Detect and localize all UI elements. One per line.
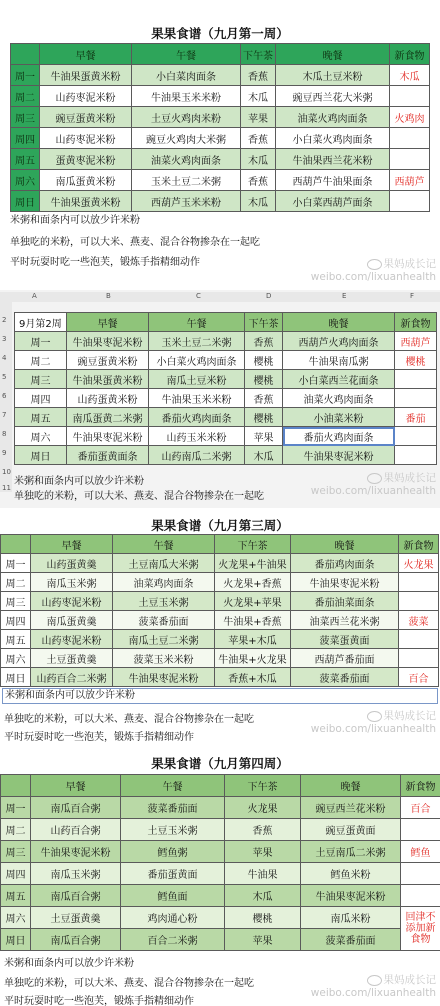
sheet-row-label: 11 bbox=[2, 484, 11, 492]
snack-cell: 火龙果+香蕉 bbox=[215, 573, 291, 592]
new-food-cell bbox=[395, 446, 437, 465]
watermark bbox=[311, 258, 436, 284]
new-food-cell: 樱桃 bbox=[395, 351, 437, 370]
breakfast-cell: 南瓜百合粥 bbox=[31, 929, 121, 951]
header-breakfast: 早餐 bbox=[40, 44, 132, 65]
new-food-cell bbox=[395, 427, 437, 446]
day-cell: 周二 bbox=[15, 351, 67, 370]
header-snack: 下午茶 bbox=[225, 775, 301, 797]
new-food-cell bbox=[401, 885, 440, 907]
day-cell: 周二 bbox=[11, 86, 40, 107]
snack-cell: 火龙果 bbox=[225, 797, 301, 819]
watermark-handle: 果妈成长记 bbox=[383, 710, 436, 722]
breakfast-cell: 蛋黄枣泥米粉 bbox=[40, 149, 132, 170]
breakfast-cell: 山药枣泥米粉 bbox=[40, 86, 132, 107]
corner-cell bbox=[11, 44, 40, 65]
table-row bbox=[1, 592, 439, 611]
snack-cell: 苹果 bbox=[225, 841, 301, 863]
dinner-cell: 豌豆蛋黄面 bbox=[301, 819, 401, 841]
lunch-cell: 玉米土豆二米粥 bbox=[149, 332, 245, 351]
week3-panel bbox=[0, 510, 440, 748]
watermark bbox=[311, 710, 436, 736]
snack-cell: 木瓜 bbox=[241, 149, 276, 170]
snack-cell: 火龙果+苹果 bbox=[215, 592, 291, 611]
header-snack: 下午茶 bbox=[241, 44, 276, 65]
table-row bbox=[1, 668, 439, 687]
table-row bbox=[1, 649, 439, 668]
header-row bbox=[1, 775, 440, 797]
header-new-food: 新食物 bbox=[390, 44, 430, 65]
meal-table bbox=[0, 534, 439, 687]
table-row bbox=[1, 885, 440, 907]
new-food-cell bbox=[390, 191, 430, 212]
header-lunch: 午餐 bbox=[113, 535, 215, 554]
snack-cell: 木瓜 bbox=[245, 446, 283, 465]
snack-cell: 木瓜 bbox=[241, 86, 276, 107]
sheet-week-label: 9月第2周 bbox=[15, 313, 67, 332]
dinner-cell: 番茄油菜面条 bbox=[291, 592, 399, 611]
sheet-row-label: 5 bbox=[2, 373, 7, 381]
dinner-cell: 牛油果枣泥米粉 bbox=[283, 446, 395, 465]
breakfast-cell: 牛油果蛋黄米粉 bbox=[40, 191, 132, 212]
new-food-cell: 火龙果 bbox=[399, 554, 439, 573]
lunch-cell: 南瓜土豆二米粥 bbox=[113, 630, 215, 649]
dinner-cell: 木瓜土豆米粉 bbox=[276, 65, 390, 86]
dinner-cell: 小白菜火鸡肉面条 bbox=[276, 128, 390, 149]
snack-cell: 香蕉 bbox=[245, 389, 283, 408]
lunch-cell: 牛油果玉米米粉 bbox=[132, 86, 241, 107]
meal-table bbox=[10, 43, 430, 212]
table-row bbox=[11, 65, 430, 86]
breakfast-cell: 南瓜玉米粥 bbox=[31, 573, 113, 592]
dinner-cell: 番茄火鸡肉面条 bbox=[283, 427, 395, 446]
breakfast-cell: 山药枣泥米粉 bbox=[31, 592, 113, 611]
week4-panel bbox=[0, 748, 440, 1006]
lunch-cell: 油菜鸡肉面条 bbox=[113, 573, 215, 592]
table-row bbox=[11, 191, 430, 212]
snack-cell: 樱桃 bbox=[225, 907, 301, 929]
watermark bbox=[311, 472, 436, 498]
table-row bbox=[1, 819, 440, 841]
sheet-col-label: C bbox=[196, 292, 201, 300]
header-dinner: 晚餐 bbox=[276, 44, 390, 65]
header-breakfast: 早餐 bbox=[31, 775, 121, 797]
day-cell: 周一 bbox=[1, 554, 31, 573]
new-food-cell: 百合 bbox=[399, 668, 439, 687]
header-lunch: 午餐 bbox=[132, 44, 241, 65]
dinner-cell: 油菜火鸡肉面条 bbox=[276, 107, 390, 128]
table-row bbox=[1, 863, 440, 885]
day-cell: 周六 bbox=[11, 170, 40, 191]
day-cell: 周四 bbox=[15, 389, 67, 408]
lunch-cell: 小白菜火鸡肉面条 bbox=[149, 351, 245, 370]
watermark-url: weibo.com/lixuanhealth bbox=[310, 271, 436, 283]
snack-cell: 香蕉 bbox=[241, 170, 276, 191]
new-food-cell bbox=[399, 630, 439, 649]
note-line: 平时玩耍时吃一些泡芙，锻炼手指精细动作 bbox=[4, 732, 194, 743]
table-row bbox=[1, 573, 439, 592]
header-breakfast: 早餐 bbox=[67, 313, 149, 332]
table-row bbox=[11, 170, 430, 191]
dinner-cell: 牛油果南瓜粥 bbox=[283, 351, 395, 370]
day-cell: 周五 bbox=[1, 885, 31, 907]
header-dinner: 晚餐 bbox=[291, 535, 399, 554]
lunch-cell: 油菜火鸡肉面条 bbox=[132, 149, 241, 170]
breakfast-cell: 番茄蛋黄面条 bbox=[67, 446, 149, 465]
table-row bbox=[11, 107, 430, 128]
lunch-cell: 豌豆火鸡肉大米粥 bbox=[132, 128, 241, 149]
header-row bbox=[1, 535, 439, 554]
dinner-cell: 豌豆西兰花米粉 bbox=[301, 797, 401, 819]
header-dinner: 晚餐 bbox=[283, 313, 395, 332]
weibo-logo-icon bbox=[367, 473, 382, 484]
lunch-cell: 南瓜土豆米粉 bbox=[149, 370, 245, 389]
table-row bbox=[15, 389, 437, 408]
table-row bbox=[11, 128, 430, 149]
day-cell: 周六 bbox=[1, 907, 31, 929]
sheet-column-header bbox=[0, 292, 440, 302]
breakfast-cell: 南瓜蛋黄米粉 bbox=[40, 170, 132, 191]
breakfast-cell: 山药枣泥米粉 bbox=[40, 128, 132, 149]
sheet-row-label: 9 bbox=[2, 449, 7, 457]
lunch-cell: 牛油果玉米米粉 bbox=[149, 389, 245, 408]
lunch-cell: 西葫芦玉米米粉 bbox=[132, 191, 241, 212]
breakfast-cell: 南瓜玉米粥 bbox=[31, 863, 121, 885]
header-snack: 下午茶 bbox=[245, 313, 283, 332]
dinner-cell: 牛油果枣泥米粉 bbox=[291, 573, 399, 592]
sheet-row-label: 3 bbox=[2, 335, 7, 343]
table-row bbox=[15, 427, 437, 446]
day-cell: 周四 bbox=[11, 128, 40, 149]
day-cell: 周日 bbox=[1, 668, 31, 687]
day-cell: 周二 bbox=[1, 819, 31, 841]
breakfast-cell: 牛油果枣泥米粉 bbox=[67, 427, 149, 446]
sheet-col-label: A bbox=[32, 292, 37, 300]
breakfast-cell: 牛油果枣泥米粉 bbox=[67, 332, 149, 351]
watermark-url: weibo.com/lixuanhealth bbox=[310, 987, 436, 999]
watermark-url: weibo.com/lixuanhealth bbox=[310, 723, 436, 735]
lunch-cell: 百合二米粥 bbox=[121, 929, 225, 951]
corner-cell bbox=[1, 535, 31, 554]
new-food-cell bbox=[401, 819, 440, 841]
breakfast-cell: 南瓜蛋黄二米粥 bbox=[67, 408, 149, 427]
note-line: 米粥和面条内可以放少许米粉 bbox=[4, 958, 134, 969]
note-line: 米粥和面条内可以放少许米粉 bbox=[10, 215, 140, 226]
day-cell: 周一 bbox=[1, 797, 31, 819]
lunch-cell: 番茄蛋黄面 bbox=[121, 863, 225, 885]
header-new-food: 新食物 bbox=[395, 313, 437, 332]
breakfast-cell: 南瓜百合粥 bbox=[31, 797, 121, 819]
weibo-logo-icon bbox=[367, 975, 382, 986]
dinner-cell: 菠菜番茄面 bbox=[301, 929, 401, 951]
header-snack: 下午茶 bbox=[215, 535, 291, 554]
breakfast-cell: 豌豆蛋黄米粉 bbox=[40, 107, 132, 128]
day-cell: 周六 bbox=[15, 427, 67, 446]
day-cell: 周三 bbox=[1, 592, 31, 611]
sheet-row-label: 8 bbox=[2, 430, 7, 438]
note-line: 单独吃的米粉，可以大米、燕麦、混合谷物掺杂在一起吃 bbox=[4, 714, 254, 725]
table-row bbox=[1, 841, 440, 863]
snack-cell: 樱桃 bbox=[245, 408, 283, 427]
day-cell: 周日 bbox=[11, 191, 40, 212]
snack-cell: 樱桃 bbox=[245, 370, 283, 389]
breakfast-cell: 牛油果枣泥米粉 bbox=[31, 841, 121, 863]
new-food-cell bbox=[395, 370, 437, 389]
dinner-cell: 油菜火鸡肉面条 bbox=[283, 389, 395, 408]
snack-cell: 苹果 bbox=[225, 929, 301, 951]
lunch-cell: 土豆玉米粥 bbox=[113, 592, 215, 611]
note-line: 平时玩耍时吃一些泡芙，锻炼手指精细动作 bbox=[10, 257, 200, 268]
day-cell: 周日 bbox=[1, 929, 31, 951]
dinner-cell: 鳕鱼米粉 bbox=[301, 863, 401, 885]
sheet-col-label: B bbox=[106, 292, 111, 300]
day-cell: 周四 bbox=[1, 611, 31, 630]
new-food-cell bbox=[399, 649, 439, 668]
table-row bbox=[15, 408, 437, 427]
lunch-cell: 土豆玉米粥 bbox=[121, 819, 225, 841]
day-cell: 周三 bbox=[1, 841, 31, 863]
breakfast-cell: 土豆蛋黄羹 bbox=[31, 649, 113, 668]
new-food-cell bbox=[390, 86, 430, 107]
snack-cell: 樱桃 bbox=[245, 351, 283, 370]
lunch-cell: 小白菜肉面条 bbox=[132, 65, 241, 86]
table-row bbox=[1, 929, 440, 951]
table-row bbox=[1, 907, 440, 929]
dinner-cell: 小白菜西葫芦面条 bbox=[276, 191, 390, 212]
day-cell: 周二 bbox=[1, 573, 31, 592]
snack-cell: 香蕉 bbox=[241, 128, 276, 149]
dinner-cell: 牛油果西兰花米粉 bbox=[276, 149, 390, 170]
breakfast-cell: 豌豆蛋黄米粉 bbox=[67, 351, 149, 370]
snack-cell: 牛油果+香蕉 bbox=[215, 611, 291, 630]
table-row bbox=[11, 86, 430, 107]
snack-cell: 火龙果+牛油果 bbox=[215, 554, 291, 573]
lunch-cell: 番茄火鸡肉面条 bbox=[149, 408, 245, 427]
week1-panel bbox=[0, 0, 440, 290]
lunch-cell: 土豆南瓜大米粥 bbox=[113, 554, 215, 573]
header-lunch: 午餐 bbox=[149, 313, 245, 332]
lunch-cell: 菠菜番茄面 bbox=[113, 611, 215, 630]
dinner-cell: 南瓜米粉 bbox=[301, 907, 401, 929]
sheet-row-label: 7 bbox=[2, 411, 7, 419]
breakfast-cell: 山药蛋黄羹 bbox=[31, 554, 113, 573]
table-row bbox=[1, 554, 439, 573]
dinner-cell: 西葫芦番茄面 bbox=[291, 649, 399, 668]
sheet-row-header bbox=[0, 302, 12, 492]
dinner-cell: 番茄鸡肉面条 bbox=[291, 554, 399, 573]
weibo-logo-icon bbox=[367, 711, 382, 722]
sheet-row-label: 10 bbox=[2, 468, 11, 476]
dinner-cell: 油菜西兰花米粥 bbox=[291, 611, 399, 630]
lunch-cell: 玉米土豆二米粥 bbox=[132, 170, 241, 191]
sheet-col-label: E bbox=[342, 292, 347, 300]
page-title: 果果食谱（九月第三周） bbox=[151, 518, 289, 533]
new-food-cell: 西葫芦 bbox=[390, 170, 430, 191]
snack-cell: 牛油果+火龙果 bbox=[215, 649, 291, 668]
day-cell: 周一 bbox=[15, 332, 67, 351]
page-title: 果果食谱（九月第一周） bbox=[151, 26, 289, 41]
day-cell: 周五 bbox=[1, 630, 31, 649]
breakfast-cell: 山药百合粥 bbox=[31, 819, 121, 841]
lunch-cell: 牛油果枣泥米粉 bbox=[113, 668, 215, 687]
snack-cell: 香蕉 bbox=[245, 332, 283, 351]
new-food-cell: 木瓜 bbox=[390, 65, 430, 86]
new-food-cell: 火鸡肉 bbox=[390, 107, 430, 128]
snack-cell: 苹果 bbox=[245, 427, 283, 446]
table-row bbox=[11, 149, 430, 170]
new-food-cell: 百合 bbox=[401, 797, 440, 819]
new-food-cell: 菠菜 bbox=[399, 611, 439, 630]
breakfast-cell: 山药蛋黄米粉 bbox=[67, 389, 149, 408]
watermark-handle: 果妈成长记 bbox=[383, 472, 436, 484]
day-cell: 周日 bbox=[15, 446, 67, 465]
sheet-row-label: 2 bbox=[2, 316, 7, 324]
sheet-row-label: 4 bbox=[2, 354, 7, 362]
lunch-cell: 鳕鱼粥 bbox=[121, 841, 225, 863]
lunch-cell: 鳕鱼面 bbox=[121, 885, 225, 907]
new-food-cell: 鳕鱼 bbox=[401, 841, 440, 863]
note-line: 单独吃的米粉，可以大米、燕麦、混合谷物掺杂在一起吃 bbox=[4, 978, 254, 989]
day-cell: 周三 bbox=[11, 107, 40, 128]
new-food-cell bbox=[390, 128, 430, 149]
day-cell: 周五 bbox=[15, 408, 67, 427]
lunch-cell: 菠菜玉米米粉 bbox=[113, 649, 215, 668]
snack-cell: 香蕉 bbox=[225, 819, 301, 841]
day-cell: 周三 bbox=[15, 370, 67, 389]
watermark-handle: 果妈成长记 bbox=[383, 974, 436, 986]
dinner-cell: 豌豆西兰花大米粥 bbox=[276, 86, 390, 107]
day-cell: 周一 bbox=[11, 65, 40, 86]
note-line: 单独吃的米粉，可以大米、燕麦、混合谷物掺杂在一起吃 bbox=[14, 491, 264, 502]
watermark bbox=[311, 974, 436, 1000]
meal-table bbox=[14, 312, 437, 465]
note-line: 平时玩耍时吃一些泡芙，锻炼手指精细动作 bbox=[4, 996, 194, 1006]
header-row bbox=[11, 44, 430, 65]
table-row bbox=[1, 797, 440, 819]
breakfast-cell: 山药百合二米粥 bbox=[31, 668, 113, 687]
breakfast-cell: 南瓜蛋黄羹 bbox=[31, 611, 113, 630]
day-cell: 周六 bbox=[1, 649, 31, 668]
page-title: 果果食谱（九月第四周） bbox=[151, 756, 289, 771]
header-new-food: 新食物 bbox=[399, 535, 439, 554]
dinner-cell: 菠菜蛋黄面 bbox=[291, 630, 399, 649]
note-line: 单独吃的米粉，可以大米、燕麦、混合谷物掺杂在一起吃 bbox=[10, 237, 260, 248]
lunch-cell: 菠菜番茄面 bbox=[121, 797, 225, 819]
dinner-cell: 小白菜西兰花面条 bbox=[283, 370, 395, 389]
dinner-cell: 牛油果枣泥米粉 bbox=[301, 885, 401, 907]
sheet-row-label: 6 bbox=[2, 392, 7, 400]
day-cell: 周四 bbox=[1, 863, 31, 885]
new-food-cell bbox=[390, 149, 430, 170]
dinner-cell: 菠菜番茄面 bbox=[291, 668, 399, 687]
dinner-cell: 西葫芦火鸡肉面条 bbox=[283, 332, 395, 351]
day-cell: 周五 bbox=[11, 149, 40, 170]
note-line: 米粥和面条内可以放少许米粉 bbox=[2, 688, 438, 704]
breakfast-cell: 南瓜百合粥 bbox=[31, 885, 121, 907]
lunch-cell: 土豆火鸡肉米粉 bbox=[132, 107, 241, 128]
header-lunch: 午餐 bbox=[121, 775, 225, 797]
snack-cell: 木瓜 bbox=[241, 191, 276, 212]
snack-cell: 香蕉+木瓜 bbox=[215, 668, 291, 687]
snack-cell: 香蕉 bbox=[241, 65, 276, 86]
breakfast-cell: 牛油果蛋黄米粉 bbox=[40, 65, 132, 86]
breakfast-cell: 牛油果蛋黄米粉 bbox=[67, 370, 149, 389]
header-dinner: 晚餐 bbox=[301, 775, 401, 797]
watermark-url: weibo.com/lixuanhealth bbox=[310, 485, 436, 497]
new-food-cell bbox=[401, 863, 440, 885]
breakfast-cell: 土豆蛋黄羹 bbox=[31, 907, 121, 929]
corner-cell bbox=[1, 775, 31, 797]
breakfast-cell: 山药枣泥米粉 bbox=[31, 630, 113, 649]
new-food-cell bbox=[399, 573, 439, 592]
snack-cell: 苹果 bbox=[241, 107, 276, 128]
lunch-cell: 山药南瓜二米粥 bbox=[149, 446, 245, 465]
week2-panel bbox=[0, 290, 440, 508]
new-food-cell: 回津不添加新食物 bbox=[401, 907, 440, 951]
table-row bbox=[15, 446, 437, 465]
sheet-col-label: F bbox=[410, 292, 415, 300]
lunch-cell: 鸡肉通心粉 bbox=[121, 907, 225, 929]
sheet-col-label: D bbox=[266, 292, 272, 300]
header-new-food: 新食物 bbox=[401, 775, 440, 797]
dinner-cell: 西葫芦牛油果面条 bbox=[276, 170, 390, 191]
table-row bbox=[15, 351, 437, 370]
snack-cell: 牛油果 bbox=[225, 863, 301, 885]
dinner-cell: 小油菜米粉 bbox=[283, 408, 395, 427]
table-row bbox=[15, 370, 437, 389]
header-breakfast: 早餐 bbox=[31, 535, 113, 554]
new-food-cell bbox=[395, 389, 437, 408]
table-row bbox=[1, 611, 439, 630]
meal-table bbox=[0, 774, 440, 951]
snack-cell: 苹果+木瓜 bbox=[215, 630, 291, 649]
new-food-cell: 西葫芦 bbox=[395, 332, 437, 351]
note-line: 米粥和面条内可以放少许米粉 bbox=[14, 476, 144, 487]
weibo-logo-icon bbox=[367, 259, 382, 270]
table-row bbox=[1, 630, 439, 649]
watermark-handle: 果妈成长记 bbox=[383, 258, 436, 270]
snack-cell: 木瓜 bbox=[225, 885, 301, 907]
header-row bbox=[15, 313, 437, 332]
new-food-cell: 番茄 bbox=[395, 408, 437, 427]
new-food-cell bbox=[399, 592, 439, 611]
lunch-cell: 山药玉米米粉 bbox=[149, 427, 245, 446]
dinner-cell: 土豆南瓜二米粥 bbox=[301, 841, 401, 863]
table-row bbox=[15, 332, 437, 351]
